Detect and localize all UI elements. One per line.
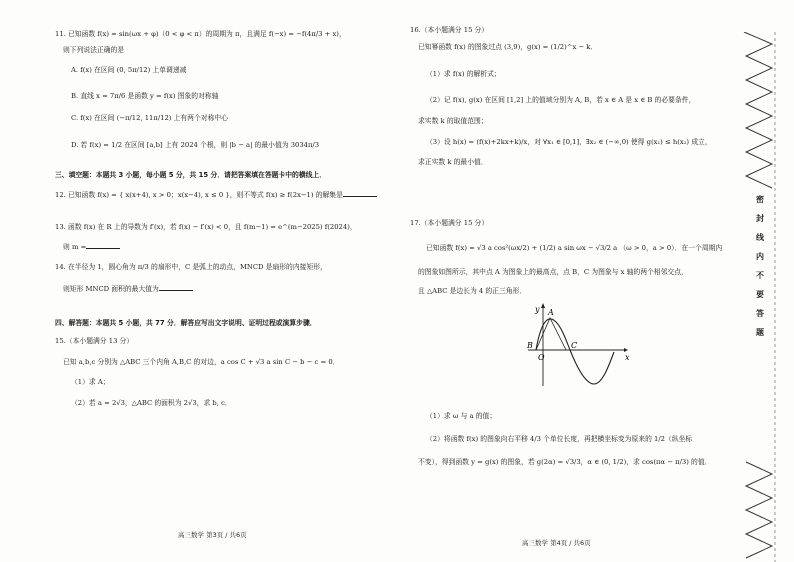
left-line-14 — [63, 358, 339, 367]
left-line-0 — [55, 30, 346, 39]
binding-char-6: 答 — [756, 309, 764, 318]
right-line-6 — [418, 158, 488, 167]
left-line-3 — [71, 92, 219, 101]
graph-label-a: A — [548, 308, 554, 317]
left-text-6: 三、填空题：本题共 3 小题，每小题 5 分，共 15 分．请把答案填在答题卡中的横线上． — [55, 171, 327, 179]
left-text-14: 已知 a,b,c 分别为 △ABC 三个内角 A,B,C 的对边，a cos C + √3 a sin C − b − c = 0． — [63, 358, 340, 366]
graph-label-o: O — [538, 353, 545, 362]
right-line-9 — [418, 268, 688, 277]
left-line-4 — [71, 114, 228, 123]
left-line-1 — [63, 46, 124, 55]
left-text-7: 12. 已知函数 f(x) = { x(x+4), x > 0；x(x−4), x ≤ 0 }，则不等式 f(x) ≥ f(2x−1) 的解集是 — [55, 191, 343, 199]
right-line-2 — [426, 70, 501, 79]
footer-left: 高三数学 第3页 / 共6页 — [178, 531, 247, 539]
answer-blank — [343, 190, 377, 197]
left-text-0: 11. 已知函数 f(x) = sin(ωx + φ)（0 < φ < π）的周期为 π，且满足 f(−x) = −f(4π/3 + x)， — [55, 30, 346, 38]
left-text-1: 则下列说法正确的是 — [63, 46, 125, 54]
left-line-7 — [55, 190, 377, 200]
left-text-13: 15.（本小题满分 13 分） — [55, 337, 134, 345]
right-line-13 — [418, 458, 711, 467]
binding-char-0: 密 — [756, 195, 764, 204]
left-line-13 — [55, 337, 133, 346]
left-line-15 — [71, 378, 110, 387]
answer-blank — [86, 242, 120, 249]
left-line-16 — [71, 399, 232, 408]
left-line-12 — [55, 319, 317, 328]
binding-char-7: 题 — [756, 328, 764, 337]
left-text-5: D. 若 f(x) = 1/2 在区间 [a,b] 上有 2024 个根，则 |b − a| 的最小值为 3034π/3 — [71, 141, 320, 149]
right-line-10 — [418, 287, 526, 296]
left-text-16: （2）若 a = 2√3，△ABC 的面积为 2√3，求 b, c． — [71, 399, 232, 407]
left-line-8 — [55, 223, 357, 232]
left-line-5 — [71, 141, 319, 150]
left-line-6 — [55, 171, 326, 180]
graph-label-x: x — [625, 353, 630, 362]
right-line-1 — [418, 43, 597, 52]
right-text-13: 不变），得到函数 y = g(x) 的图象，若 g(2α) = √3/3，α ∈ (0, 1/2)，求 cos(πα − π/3) 的值． — [418, 458, 712, 466]
right-line-3 — [426, 96, 695, 105]
right-text-3: （2）记 f(x), g(x) 在区间 [1,2] 上的值域分别为 A, B，若 x ∈ A 是 x ∈ B 的必要条件， — [426, 96, 696, 104]
left-text-10: 14. 在半径为 1，圆心角为 π/3 的扇形中，C 是弧上的动点，MNCD 是扇形的内接矩形， — [55, 263, 327, 271]
left-text-8: 13. 函数 f(x) 在 R 上的导数为 f′(x)，若 f(x) − f′(x) < 0，且 f(m−1) = e^(m−2025) f(2024)， — [55, 223, 357, 231]
left-text-3: B. 直线 x = 7π/6 是函数 y = f(x) 图象的对称轴 — [71, 92, 219, 100]
graph-label-y: y — [535, 305, 540, 314]
y-arrow — [541, 303, 545, 308]
right-text-8: 已知函数 f(x) = √3 a cos²(ωx/2) + (1/2) a sin ωx − √3/2 a （ω > 0，a > 0）．在一个周期内 — [426, 244, 723, 252]
binding-char-3: 内 — [756, 252, 764, 261]
answer-blank — [159, 284, 193, 291]
right-text-5: （3）设 h(x) = (f(x)+2kx+k)/x，对 ∀x₁ ∈ [0,1]，∃x₂ ∈ (−∞,0) 使得 g(x₁) ≤ h(x₂) 成立， — [426, 138, 712, 146]
right-text-4: 求实数 k 的取值范围； — [418, 117, 488, 125]
left-line-9 — [63, 242, 120, 252]
left-text-11: 则矩形 MNCD 面积的最大值为 — [63, 285, 159, 293]
right-text-10: 且 △ABC 是边长为 4 的正三角形． — [418, 287, 527, 295]
right-text-9: 的图象如图所示，其中点 A 为图象上的最高点，点 B，C 为图象与 x 轴的两个相邻交点， — [418, 268, 688, 276]
right-text-12: （2）将函数 f(x) 的图象向右平移 4/3 个单位长度，再把横坐标变为原来的 1/2（纵坐标 — [426, 435, 693, 443]
page-3 — [0, 0, 395, 562]
graph-label-c: C — [571, 341, 578, 350]
x-arrow — [624, 348, 628, 352]
right-text-11: （1）求 ω 与 a 的值； — [426, 412, 497, 420]
binding-char-4: 不 — [756, 271, 764, 280]
left-line-10 — [55, 263, 327, 272]
function-graph — [524, 300, 634, 390]
page-4 — [398, 0, 738, 562]
right-text-6: 求正实数 k 的最小值． — [418, 158, 488, 166]
left-line-2 — [71, 66, 186, 75]
sine-curve — [536, 319, 614, 384]
graph-label-b: B — [527, 341, 533, 350]
left-text-12: 四、解答题：本题共 5 小题，共 77 分．解答应写出文字说明、证明过程或演算步骤． — [55, 319, 317, 327]
right-line-4 — [418, 117, 488, 126]
binding-strip-text — [753, 190, 767, 342]
right-text-2: （1）求 f(x) 的解析式； — [426, 70, 501, 78]
right-line-5 — [426, 138, 712, 147]
right-line-11 — [426, 412, 496, 421]
right-text-1: 已知幂函数 f(x) 的图象过点 (3,9)，g(x) = (1/2)^x − k． — [418, 43, 598, 51]
left-text-15: （1）求 A； — [71, 378, 110, 386]
right-line-8 — [426, 244, 722, 253]
binding-char-1: 封 — [756, 214, 764, 223]
triangle-abc — [536, 318, 566, 350]
right-text-7: 17.（本小题满分 15 分） — [410, 219, 489, 227]
binding-char-2: 线 — [756, 233, 764, 242]
left-text-2: A. f(x) 在区间 (0, 5π/12) 上单调递减 — [71, 66, 187, 74]
binding-char-5: 要 — [756, 290, 764, 299]
right-text-0: 16.（本小题满分 15 分） — [410, 26, 489, 34]
left-text-9: 则 m = — [63, 243, 87, 251]
left-line-11 — [63, 284, 193, 294]
right-line-12 — [426, 435, 692, 444]
left-text-4: C. f(x) 在区间 (−π/12, 11π/12) 上有两个对称中心 — [71, 114, 228, 122]
footer-right: 高三数学 第4页 / 共6页 — [522, 539, 591, 547]
right-line-0 — [410, 26, 488, 35]
right-line-7 — [410, 219, 488, 228]
